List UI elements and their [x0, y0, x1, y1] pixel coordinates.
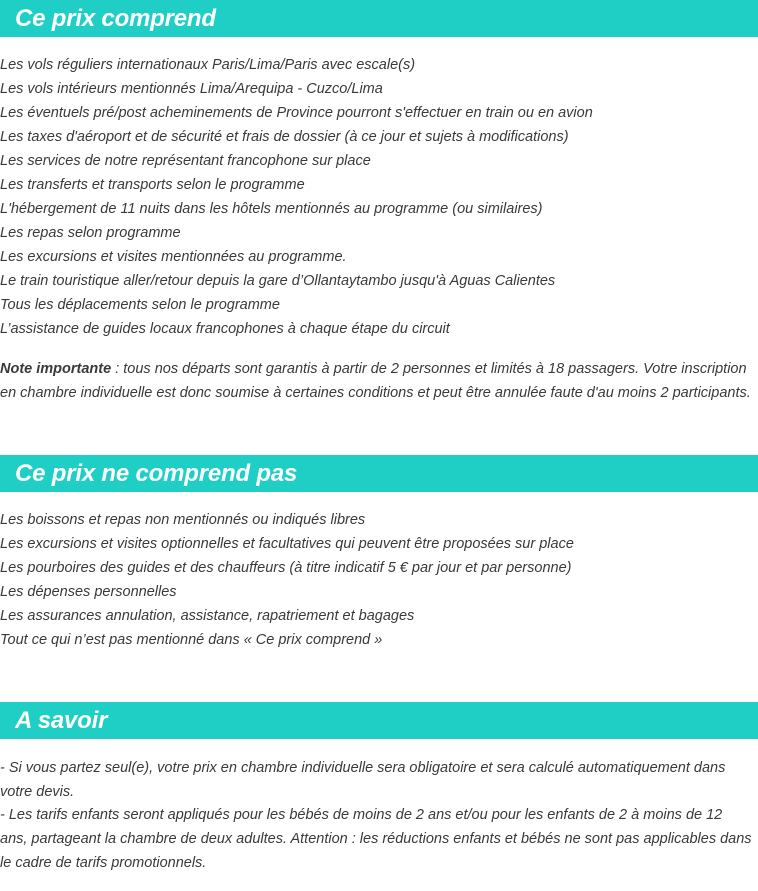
list-item: L’assistance de guides locaux francophones à chaque étape du circuit — [0, 321, 450, 337]
note-label: Note importante — [0, 361, 112, 377]
list-item: Tout ce qui n’est pas mentionné dans « Ce prix comprend » — [0, 632, 383, 648]
list-item: Les dépenses personnelles — [0, 584, 177, 600]
list-item: Le train touristique aller/retour depuis la gare d’Ollantaytambo jusqu'à Aguas Calientes — [0, 273, 556, 289]
info-title: A savoir — [15, 707, 108, 734]
includes-list — [0, 53, 758, 341]
list-item: Les vols intérieurs mentionnés Lima/Arequipa - Cuzco/Lima — [0, 81, 383, 97]
excludes-list — [0, 508, 758, 652]
important-note — [0, 357, 752, 405]
excludes-header — [0, 455, 758, 492]
excludes-title: Ce prix ne comprend pas — [15, 460, 298, 487]
list-item: Les excursions et visites optionnelles et facultatives qui peuvent être proposées sur place — [0, 536, 574, 552]
list-item: Les boissons et repas non mentionnés ou indiqués libres — [0, 512, 366, 528]
note-text: : tous nos départs sont garantis à partir de 2 personnes et limités à 18 passagers. Votre inscription en chambre individuelle est donc soumise à certaines conditions et peut être annulée faute d'au moins 2 participants. — [0, 361, 751, 401]
info-paragraph-single: - Si vous partez seul(e), votre prix en chambre individuelle sera obligatoire et sera calculé automatiquement dans votre devis. — [0, 760, 726, 800]
info-paragraph-children: - Les tarifs enfants seront appliqués pour les bébés de moins de 2 ans et/ou pour les enfants de 2 à moins de 12 ans, partageant la chambre de deux adultes. Attention : les réductions enfants et bébés ne sont pas applicables dans le cadre de tarifs promotionnels. — [0, 807, 752, 871]
includes-title: Ce prix comprend — [15, 5, 216, 32]
list-item: Les repas selon programme — [0, 225, 181, 241]
includes-header — [0, 0, 758, 37]
info-header — [0, 702, 758, 739]
list-item: L'hébergement de 11 nuits dans les hôtels mentionnés au programme (ou similaires) — [0, 201, 543, 217]
list-item: Les vols réguliers internationaux Paris/Lima/Paris avec escale(s) — [0, 57, 416, 73]
list-item: Les éventuels pré/post acheminements de Province pourront s'effectuer en train ou en avion — [0, 105, 593, 121]
list-item: Les transferts et transports selon le programme — [0, 177, 305, 193]
list-item: Les taxes d'aéroport et de sécurité et frais de dossier (à ce jour et sujets à modifications) — [0, 129, 569, 145]
list-item: Les assurances annulation, assistance, rapatriement et bagages — [0, 608, 415, 624]
list-item: Les services de notre représentant francophone sur place — [0, 153, 371, 169]
list-item: Les pourboires des guides et des chauffeurs (à titre indicatif 5 € par jour et par personne) — [0, 560, 572, 576]
list-item: Tous les déplacements selon le programme — [0, 297, 280, 313]
list-item: Les excursions et visites mentionnées au programme. — [0, 249, 347, 265]
